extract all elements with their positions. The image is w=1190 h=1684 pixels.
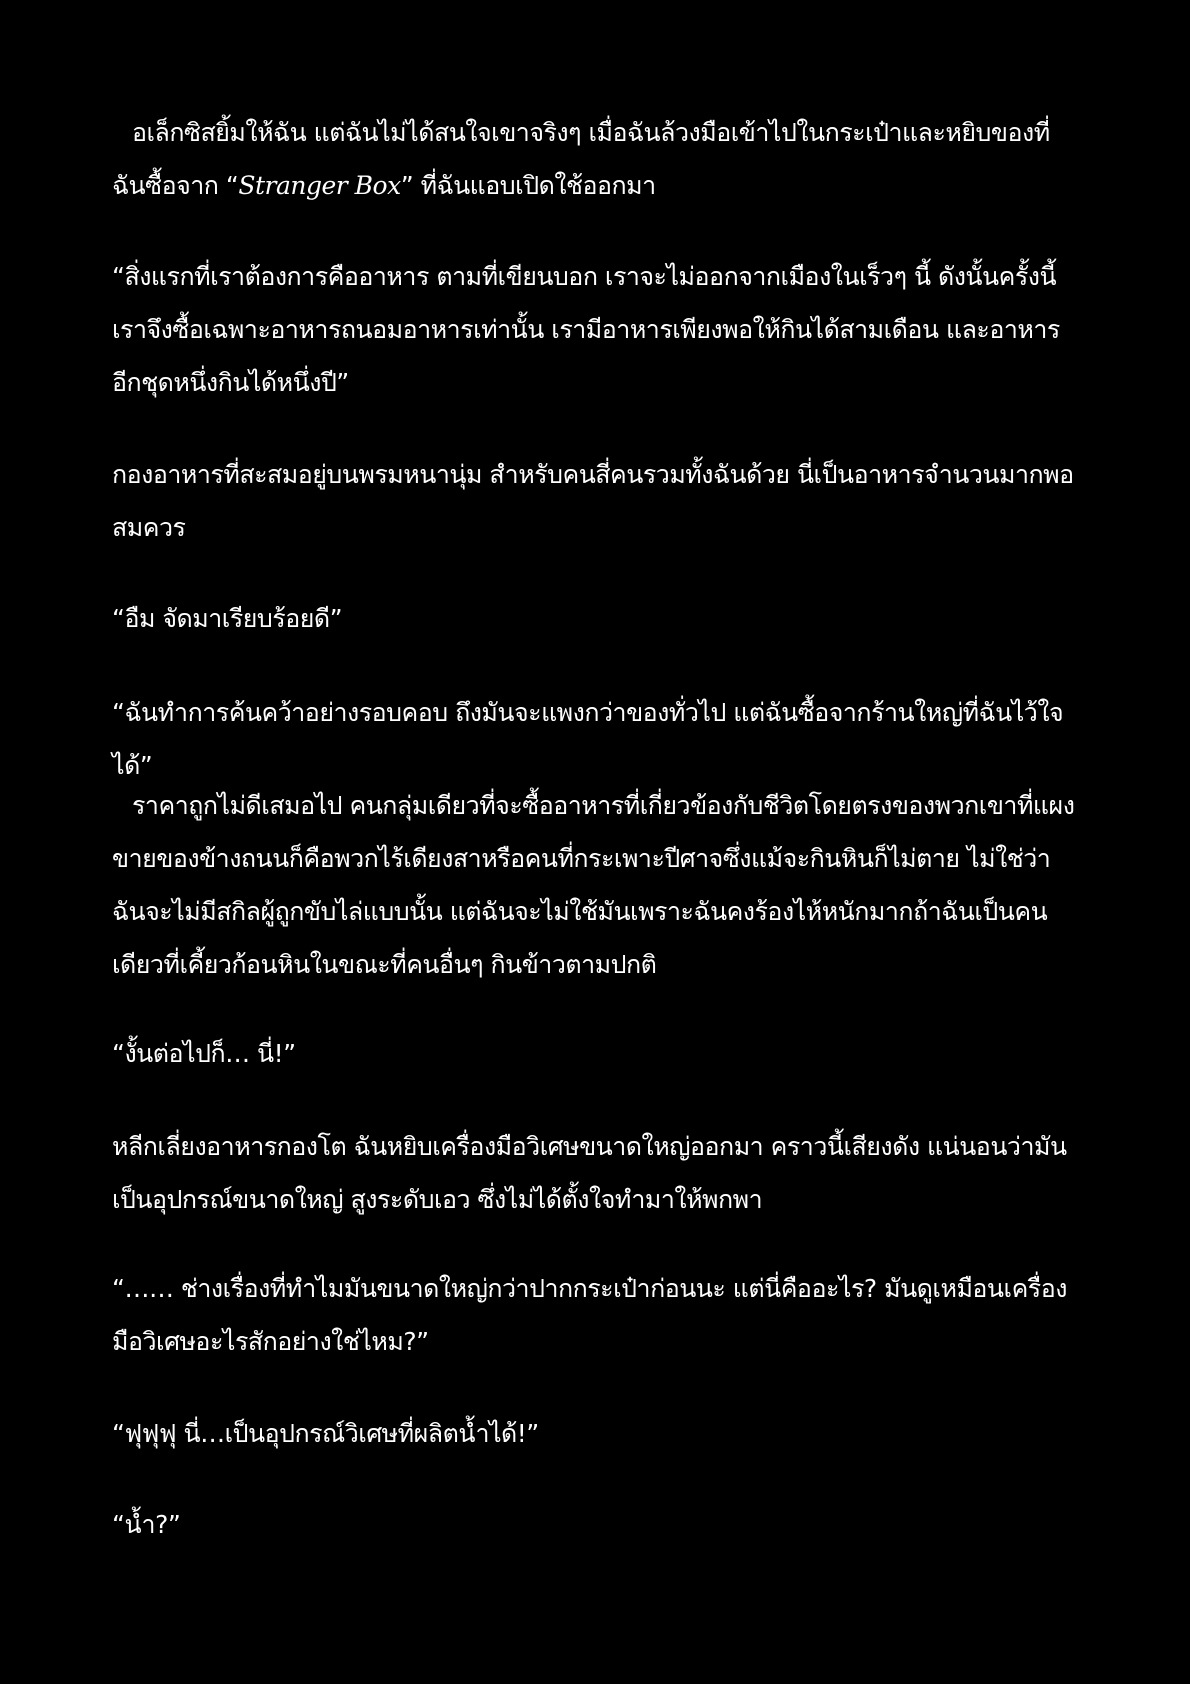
paragraph-1-text-end: ” ที่ฉันแอบเปิดใช้ออกมา <box>400 171 656 200</box>
paragraph-4: “อืม จัดมาเรียบร้อยดี” <box>112 604 343 633</box>
paragraph-2: “สิ่งแรกที่เราต้องการคืออาหาร ตามที่เขียนบอก เราจะไม่ออกจากเมืองในเร็วๆ นี้ ดังนั้นครั้งนี้เราจึงซื้อเฉพาะอาหารถนอมอาหารเท่านั้น เรามีอาหารเพียงพอให้กินได้สามเดือน และอาหารอีกชุดหนึ่งกินได้หนึ่งปี” <box>112 262 1060 397</box>
paragraph-1 <box>112 106 1078 212</box>
paragraph-6: ราคาถูกไม่ดีเสมอไป คนกลุ่มเดียวที่จะซื้ออาหารที่เกี่ยวข้องกับชีวิตโดยตรงของพวกเขาที่แผงขายของข้างถนนก็คือพวกไร้เดียงสาหรือคนที่กระเพาะปีศาจซึ่งแม้จะกินหินก็ไม่ตาย ไม่ใช่ว่าฉันจะไม่มีสกิลผู้ถูกขับไล่แบบนั้น แต่ฉันจะไม่ใช้มันเพราะฉันคงร้องไห้หนักมากถ้าฉันเป็นคนเดียวที่เคี้ยวก้อนหินในขณะที่คนอื่นๆ กินข้าวตามปกติ <box>112 791 1075 979</box>
stranger-box-name: Stranger Box <box>238 171 401 200</box>
paragraph-1-text-start: อเล็กซิสยิ้มให้ฉัน แต่ฉันไม่ได้สนใจเขาจริงๆ เมื่อฉันล้วงมือเข้าไปในกระเป๋าและหยิบของที่ฉันซื้อจาก “ <box>112 118 1050 200</box>
paragraph-7: “งั้นต่อไปก็… นี่!” <box>112 1039 296 1068</box>
paragraph-10: “ฟุฟุฟุ นี่…เป็นอุปกรณ์วิเศษที่ผลิตน้ำได้!” <box>112 1419 539 1448</box>
paragraph-8: หลีกเลี่ยงอาหารกองโต ฉันหยิบเครื่องมือวิเศษขนาดใหญ่ออกมา คราวนี้เสียงดัง แน่นอนว่ามันเป็นอุปกรณ์ขนาดใหญ่ สูงระดับเอว ซึ่งไม่ได้ตั้งใจทำมาให้พกพา <box>112 1132 1067 1214</box>
paragraph-11: “น้ำ?” <box>112 1510 181 1539</box>
paragraph-9: “…… ช่างเรื่องที่ทำไมมันขนาดใหญ่กว่าปากกระเป๋าก่อนนะ แต่นี่คืออะไร? มันดูเหมือนเครื่องมือวิเศษอะไรสักอย่างใช่ไหม?” <box>112 1274 1067 1356</box>
paragraph-3: กองอาหารที่สะสมอยู่บนพรมหนานุ่ม สำหรับคนสี่คนรวมทั้งฉันด้วย นี่เป็นอาหารจำนวนมากพอสมควร <box>112 460 1074 542</box>
paragraph-5: “ฉันทำการค้นคว้าอย่างรอบคอบ ถึงมันจะแพงกว่าของทั่วไป แต่ฉันซื้อจากร้านใหญ่ที่ฉันไว้ใจได้” <box>112 698 1064 780</box>
